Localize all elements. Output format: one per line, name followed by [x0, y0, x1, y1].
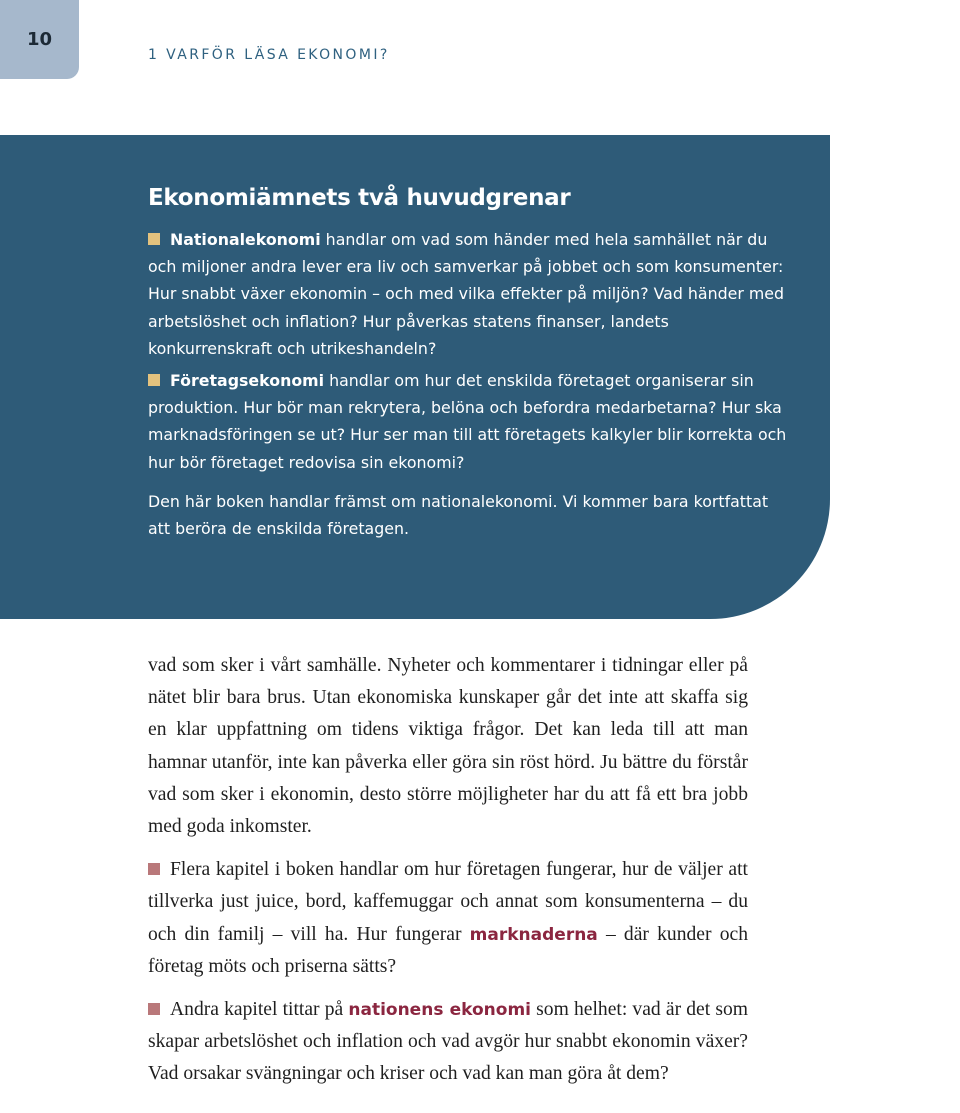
factbox-closing: Den här boken handlar främst om nationalekonomi. Vi kommer bara kortfattat att beröra de enskilda företagen.: [148, 491, 769, 539]
body-paragraph-3-end: som helhet: vad är det som skapar arbetslöshet och inflation och vad avgör hur snabbt ekonomin växer? Vad orsakar svängningar och kriser och vad kan man göra åt dem?: [148, 999, 748, 1085]
body-paragraph-2-end: – där kunder och företag möts och priserna sätts?: [148, 923, 748, 977]
factbox-item-text: handlar om vad som händer med hela samhället när du och miljoner andra lever era liv och samverkar på jobbet och som konsumenter: Hur snabbt växer ekonomin – och med vilka effekter på miljön? Vad händer med arbetslöshet och inflation? Hur påverkas statens finanser, landets konkurrenskraft och utrikeshandeln?: [148, 230, 785, 358]
keyword-marknaderna: marknaderna: [469, 924, 598, 945]
page-number-tab: [0, 0, 79, 79]
factbox-content: [148, 184, 788, 542]
body-paragraph-1: vad som sker i vårt samhälle. Nyheter och kommentarer i tidningar eller på nätet blir bara brus. Utan ekonomiska kunskaper går det inte att skaffa sig en klar uppfattning om tidens viktiga frågor. Det kan leda till att man hamnar utanför, inte kan påverka eller göra sin röst hörd. Ju bättre du förstår vad som sker i ekonomin, desto större möjligheter har du att få ett bra jobb med goda inkomster.: [148, 655, 748, 838]
body-text: [148, 650, 748, 1091]
factbox-title: Ekonomiämnets två huvudgrenar: [148, 185, 571, 211]
running-head: 1 VARFÖR LÄSA EKONOMI?: [148, 47, 390, 63]
square-bullet-icon: [148, 863, 160, 875]
keyword-nationens-ekonomi: nationens ekonomi: [348, 1000, 531, 1021]
square-bullet-icon: [148, 374, 160, 386]
page-number: 10: [26, 29, 53, 50]
factbox-item-text: handlar om hur det enskilda företaget organiserar sin produktion. Hur bör man rekrytera, belöna och befordra medarbetarna? Hur ska marknadsföringen se ut? Hur ser man till att företagets kalkyler blir korrekta och hur bör företaget redovisa sin ekonomi?: [148, 371, 787, 472]
body-paragraph-3: [148, 994, 748, 1091]
factbox-item-nationalekonomi: [148, 226, 788, 362]
body-paragraph-3-start: Andra kapitel tittar på: [170, 999, 349, 1021]
term-nationalekonomi: Nationalekonomi: [170, 230, 321, 249]
factbox-item-foretagsekonomi: [148, 367, 788, 476]
square-bullet-icon: [148, 1003, 160, 1015]
body-paragraph-2: [148, 854, 748, 983]
body-paragraph-2-start: Flera kapitel i boken handlar om hur företagen fungerar, hur de väljer att tillverka just juice, bord, kaffemuggar och annat som konsumenterna – du och din familj – vill ha. Hur fungerar: [148, 859, 748, 945]
factbox: [0, 135, 830, 619]
term-foretagsekonomi: Företagsekonomi: [170, 371, 325, 391]
square-bullet-icon: [148, 233, 160, 245]
